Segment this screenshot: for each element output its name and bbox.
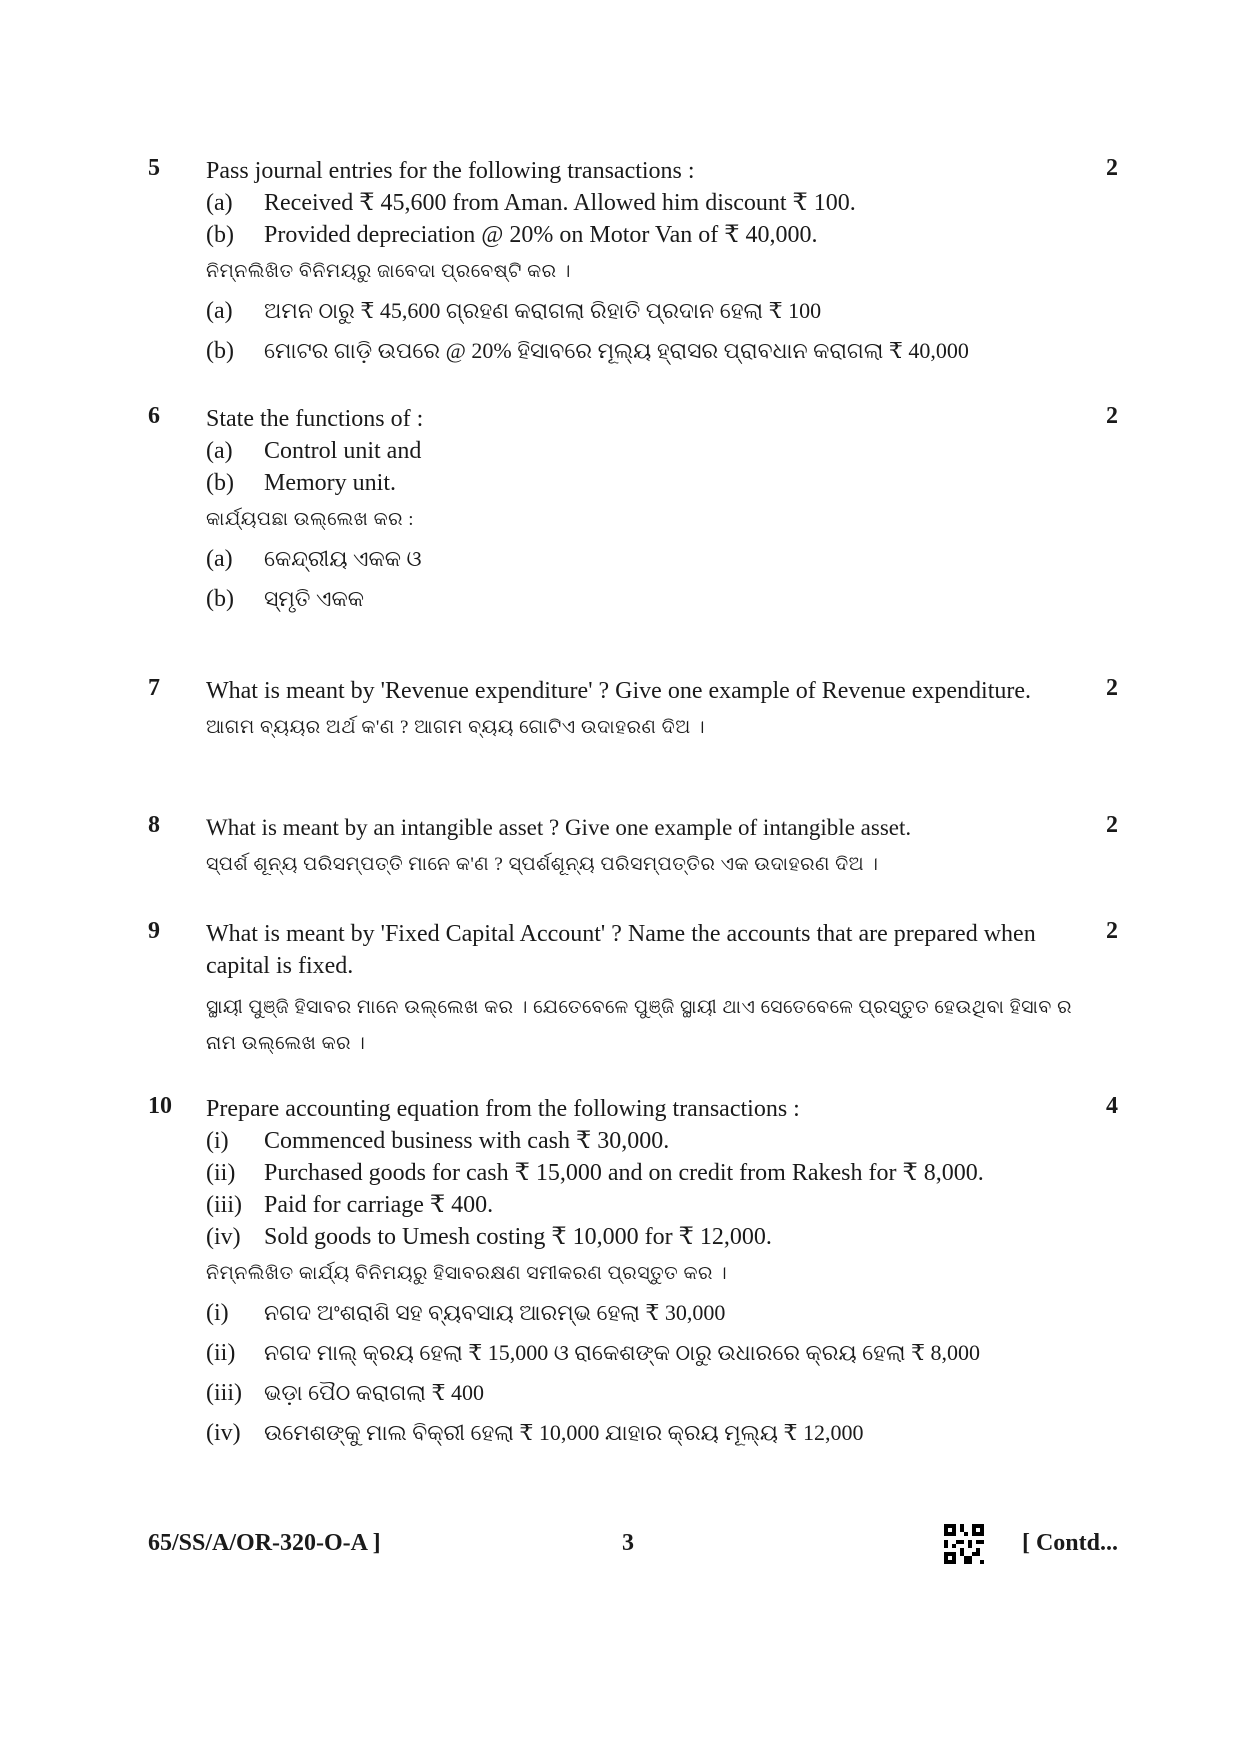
marks: 2 [1106, 155, 1118, 181]
part-a: (a) Received ₹ 45,600 from Aman. Allowed him discount ₹ 100. [206, 190, 856, 216]
part-b: (b) Provided depreciation @ 20% on Motor Van of ₹ 40,000. [206, 222, 818, 248]
question-8 [148, 812, 1118, 884]
marks: 2 [1106, 918, 1118, 944]
part-i: (i) Commenced business with cash ₹ 30,000. [206, 1128, 670, 1154]
page-footer [148, 1530, 1118, 1570]
question-stem: What is meant by 'Fixed Capital Account' ? Name the accounts that are prepared when capital is fixed. [206, 921, 1036, 979]
qr-code-icon [944, 1524, 984, 1564]
odia-part-a: (a) ଅମନ ଠାରୁ ₹ 45,600 ଗ୍ରହଣ କରାଗଲା ରିହାତି ପ୍ରଦାନ ହେଲା ₹ 100 [206, 298, 822, 324]
question-stem: Prepare accounting equation from the following transactions : [206, 1096, 800, 1122]
part-ii: (ii) Purchased goods for cash ₹ 15,000 and on credit from Rakesh for ₹ 8,000. [206, 1160, 984, 1186]
question-stem: What is meant by 'Revenue expenditure' ? Give one example of Revenue expenditure. [206, 678, 1032, 704]
marks: 2 [1106, 403, 1118, 429]
odia-part-ii: (ii) ନଗଦ ମାଲ୍ କ୍ରୟ ହେଲା ₹ 15,000 ଓ ରାକେଶଙ୍କ ଠାରୁ ଉଧାରରେ କ୍ରୟ ହେଲା ₹ 8,000 [206, 1340, 980, 1366]
question-9 [148, 918, 1118, 1068]
question-10 [148, 1093, 1118, 1453]
question-number: 6 [148, 403, 160, 429]
question-stem: State the functions of : [206, 406, 424, 432]
odia-stem: ସ୍ଥାୟୀ ପୁଞ୍ଜି ହିସାବର ମାନେ ଉଲ୍ଲେଖ କର । ଯେତେବେଳେ ପୁଞ୍ଜି ସ୍ଥାୟୀ ଥାଏ ସେତେବେଳେ ପ୍ରସ୍ତୁତ ହେଉଥିବା ହିସାବ ର ନାମ ଉଲ୍ଲେଖ କର । [206, 997, 1072, 1054]
odia-stem: ଆଗମ ବ୍ୟୟର ଅର୍ଥ କ'ଣ ? ଆଗମ ବ୍ୟୟ ଗୋଟିଏ ଉଦାହରଣ ଦିଅ । [206, 717, 706, 738]
odia-part-b: (b) ସ୍ମୃତି ଏକକ [206, 586, 364, 612]
question-stem: Pass journal entries for the following transactions : [206, 158, 695, 184]
question-7 [148, 675, 1118, 747]
continued-label: [ Contd... [1021, 1530, 1118, 1556]
part-iii: (iii) Paid for carriage ₹ 400. [206, 1192, 494, 1218]
part-b: (b) Memory unit. [206, 470, 396, 496]
question-number: 9 [148, 918, 160, 944]
odia-part-iv: (iv) ଉମେଶଙ୍କୁ ମାଲ ବିକ୍ରୀ ହେଲା ₹ 10,000 ଯାହାର କ୍ରୟ ମୂଲ୍ୟ ₹ 12,000 [206, 1420, 864, 1446]
part-iv: (iv) Sold goods to Umesh costing ₹ 10,000 for ₹ 12,000. [206, 1224, 772, 1250]
odia-part-iii: (iii) ଭଡ଼ା ପୈଠ କରାଗଲା ₹ 400 [206, 1380, 484, 1406]
marks: 4 [1106, 1093, 1118, 1119]
odia-part-i: (i) ନଗଦ ଅଂଶରାଶି ସହ ବ୍ୟବସାୟ ଆରମ୍ଭ ହେଲା ₹ 30,000 [206, 1300, 726, 1326]
odia-stem: କାର୍ଯ୍ୟପଛା ଉଲ୍ଲେଖ କର : [206, 509, 415, 530]
odia-stem: ନିମ୍ନଲିଖିତ କାର୍ଯ୍ୟ ବିନିମୟରୁ ହିସାବରକ୍ଷଣ ସମୀକରଣ ପ୍ରସ୍ତୁତ କର । [206, 1263, 728, 1284]
odia-part-a: (a) କେନ୍ଦ୍ରୀୟ ଏକକ ଓ [206, 546, 422, 572]
question-number: 5 [148, 155, 160, 181]
odia-stem: ସ୍ପର୍ଶ ଶୂନ୍ୟ ପରିସମ୍ପତ୍ତି ମାନେ କ'ଣ ? ସ୍ପର୍ଶଶୂନ୍ୟ ପରିସମ୍ପତ୍ତିର ଏକ ଉଦାହରଣ ଦିଅ । [206, 854, 879, 875]
question-6 [148, 403, 1118, 619]
odia-part-b: (b) ମୋଟର ଗାଡ଼ି ଉପରେ @ 20% ହିସାବରେ ମୂଲ୍ୟ ହ୍ରାସର ପ୍ରାବଧାନ କରାଗଲା ₹ 40,000 [206, 338, 969, 364]
question-number: 8 [148, 812, 160, 838]
odia-stem: ନିମ୍ନଲିଖିତ ବିନିମୟରୁ ଜାବେଦା ପ୍ରବେଷ୍ଟି କର । [206, 261, 571, 282]
question-number: 10 [148, 1093, 172, 1119]
question-number: 7 [148, 675, 160, 701]
question-5 [148, 155, 1118, 371]
question-stem: What is meant by an intangible asset ? Give one example of intangible asset. [206, 815, 912, 840]
marks: 2 [1106, 812, 1118, 838]
page-number: 3 [622, 1530, 634, 1556]
marks: 2 [1106, 675, 1118, 701]
paper-code: 65/SS/A/OR-320-O-A ] [148, 1530, 381, 1556]
part-a: (a) Control unit and [206, 438, 422, 464]
